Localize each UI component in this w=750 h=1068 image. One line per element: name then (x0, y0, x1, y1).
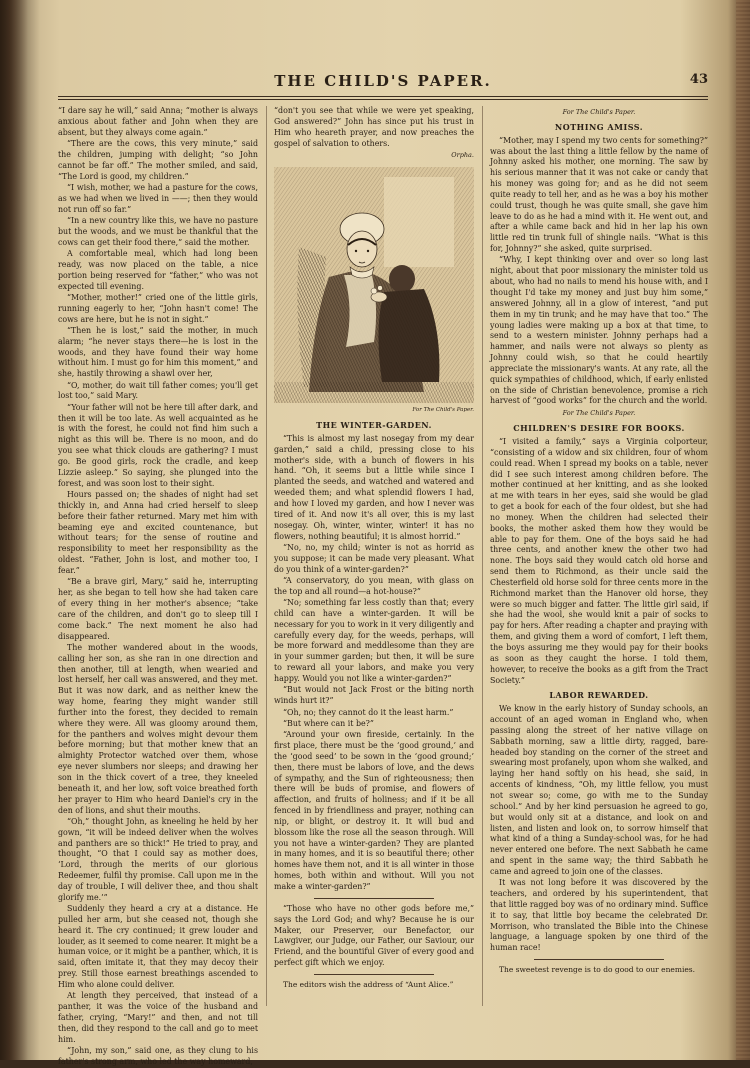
article-source: For The Child's Paper. (562, 108, 636, 116)
paragraph: “Be a brave girl, Mary,” said he, interrupting her, as she began to tell how she had taken care of every thing in her mother's absence; “take care of the children, and don't go to sleep till I come back.” The next moment he also had disappeared. (58, 577, 258, 641)
paragraph: “I dare say he will,” said Anna; “mother is always anxious about father and John when they are absent, but they always come again.” (58, 106, 258, 137)
illustration-credit: For The Child's Paper. (412, 407, 474, 414)
closing-maxim: The sweetest revenge is to do good to our enemies. (499, 965, 696, 975)
paragraph: Suddenly they heard a cry at a distance. He pulled her arm, but she ceased not, though she heard it. The cry continued; it grew louder and louder, as it seemed to come nearer. It might be a human voice, or it might be a panther, which, it is said, often imitate it, that they may decoy their prey. Still those earnest breathings ascended to Him who alone could deliver. (58, 904, 258, 989)
paragraph: “Oh,” thought John, as kneeling he held by her gown, “it will be indeed deliver when the wolves and panthers are so thick!” He tried to pray, and thought, “O that I could say as mother does, ‘Lord, through the merits of our glorious Redeemer, fulfil thy promise. Call upon me in the day of trouble, I will deliver thee, and thou shalt glorify me.’” (58, 816, 258, 902)
article-byline: Orpha. (451, 151, 474, 160)
header-rule (58, 99, 708, 100)
section-rule (314, 974, 434, 975)
paragraph: “Mother, may I spend my two cents for something?” was about the last thing a little fellow by the name of Johnny asked his mother, one morning. The saw by his serious manner that it was not cake or candy that his money was going for; and as he did not seem quite ready to tell her, and as he was a boy his mother could trust, though he was quite small, she gave him leave to do as he had a mind with it. He went out, and after a while came back and hid in her lap his own little red tin trunk full of shingle nails. “What is this for, Johnny?” she asked, quite surprised. (490, 135, 708, 254)
paragraph: “In a new country like this, we have no pasture but the woods, and we must be thankful that the cows can get their food there,” said the mother. (58, 215, 258, 247)
page-edges (736, 0, 750, 1060)
paragraph: “Your father will not be here till after dark, and then it will be too late. As well acquainted as he is with the forest, he could not find him such a night as this will be. There is no moon, and do you see what thick clouds are gathering? I must go. Be good girls, rock the cradle, and keep Lizzie asleep.” So saying, she plunged into the forest, and was soon lost to their sight. (58, 402, 258, 488)
book-spine-shadow (0, 0, 40, 1060)
paragraph: The mother wandered about in the woods, calling her son, as she ran in one direction and then another, till at length, when wearied and lost herself, her call was answered, and they met. But it was now dark, and as neither knew the way home, fearing they might wander still further into the forest, they decided to remain where they were. All was gloomy around them, for the panthers and wolves might devour them before morning; but that mother knew that an almighty Protector watched over them, whose eye never slumbers nor sleeps; and drawing her son in the thick covert of a tree, they kneeled beneath it, and her low, soft voice breathed forth her prayer to Him who heard Daniel's cry in the den of lions, and shut their mouths. (58, 642, 258, 815)
header-rule (58, 96, 708, 97)
paragraph: “don't you see that while we were yet speaking, God answered?” John has since put his trust in Him who heareth prayer, and now preaches the gospel of salvation to others. (274, 106, 474, 148)
paragraph: Hours passed on; the shades of night had set thickly in, and Anna had cried herself to sleep before their father returned. Mary met him with beaming eye and excited countenance, but without tears; for the sense of routine and responsibility to meet her responsibility as the oldest. “Father, John is lost, and mother too, I fear.” (58, 490, 258, 575)
paragraph: “No; something far less costly than that; every child can have a winter-garden. It will be necessary for you to work in it very diligently and carefully every day, for the weeds, perhaps, will be more forward and meddlesome than they are in your summer garden; but then, it will be sure to reward all your labors, and make you very happy. Would you not like a winter-garden?” (274, 598, 474, 683)
paragraph: “Around your own fireside, certainly. In the first place, there must be the ‘good ground,’ and the ‘good seed’ to be sown in the ‘good ground;’ then, there must be labors of love, and the dews of sympathy, and the Sun of righteousness; then there will be buds of promise, and flowers of affection, and fruits of holiness; and if it be all fenced in by friendliness and prayer, nothing can nip, or blight, or destroy it. It will bud and blossom like the rose all the season through. Will you not have a winter-garden? They are planted in many homes, and it is so beautiful there; other homes have them not, and it is all winter in those homes, both within and without. Will you not make a winter-garden?” (274, 730, 474, 891)
paragraph: “John, my son,” said one, as they clung to his father's strong arm, who led the way homeward, (58, 1046, 258, 1066)
paragraph: “No, no, my child; winter is not as horrid as you suppose; it can be made very pleasant. What do you think of a winter-garden?” (274, 542, 474, 574)
paragraph: “I wish, mother, we had a pasture for the cows, as we had when we lived in ——; then they would not run off so far.” (58, 182, 258, 214)
article-title: THE WINTER-GARDEN. (316, 420, 432, 431)
article-title: NOTHING AMISS. (554, 121, 644, 132)
paragraph: “A conservatory, do you mean, with glass on the top and all round—a hot-house?” (274, 575, 474, 596)
article-title: LABOR REWARDED. (549, 690, 649, 701)
section-rule (534, 959, 665, 960)
page-header (58, 68, 708, 98)
article-source: For The Child's Paper. (562, 409, 636, 418)
paragraph: “Those who have no other gods before me,” says the Lord God; and why? Because he is our Maker, our Preserver, our Benefactor, our Lawgiver, our Judge, our Father, our Saviour, our Friend, and the bountiful Giver of every good and perfect gift which we enjoy. (274, 903, 474, 968)
paragraph: At length they perceived, that instead of a panther, it was the voice of the husband and father, crying, “Mary!” and then, and not till then, did they respond to the call and go to meet him. (58, 991, 258, 1044)
left-column (58, 106, 258, 1066)
paragraph: “But where can it be?” (283, 718, 374, 728)
editorial-note: The editors wish the address of “Aunt Alice.” (283, 979, 454, 989)
right-column (490, 106, 708, 1011)
page-number: 43 (689, 72, 708, 87)
paragraph: “But would not Jack Frost or the biting north winds hurt it?” (274, 685, 474, 706)
newspaper-page (58, 60, 708, 1066)
masthead-title: THE CHILD'S PAPER. (274, 72, 492, 90)
column-divider (266, 106, 267, 1006)
paragraph: “Why, I kept thinking over and over so long last night, about that poor missionary the minister told us about, who had no nails to mend his house with, and I thought I'd take my money and just buy him some,” answered Johnny, all in a glow of interest, “and put them in my tin trunk; and he may have that too.” The young ladies were making up a box at that time, to send to a western minister. Johnny perhaps had a hammer, and nails were not always so plenty as Johnny could wish, so that he could heartily appreciate the missionary's wants. At any rate, all the quick sympathies of childhood, which, if early enlisted on the side of Christian benevolence, promise a rich harvest of “good works” for the church and the world. (490, 255, 708, 406)
column-divider (482, 106, 483, 1006)
paragraph: “I visited a family,” says a Virginia colporteur, “consisting of a widow and six children, four of whom could read. When I spread my books on a table, never did I see such interest among children before. The mother continued at her knitting, and as she looked at me with tears in her eyes, said she would be glad to get a book for each of the four oldest, but she had no money. When the children had selected their books, the mother asked them how they would be able to pay for them. One of the boys said he had three cents, and another knew the other two had none. The boys said they would catch old horse and send them to Richmond, as their uncle said the Chesterfield old horse sold for three cents more in the Richmond market than the Hanover old horse, they were so much bigger and fatter. The little girl said, if she had the wool, she would knit a pair of socks to pay for hers. After reading a chapter and praying with them, and giving them a word of comfort, I left them, the boys assuring me they would pay for their books as soon as they caught the horse. I told them, however, to receive the books as a gift from the Tract Society.” (490, 436, 708, 685)
paragraph: We know in the early history of Sunday schools, an account of an aged woman in England who, when passing along the street of her native village on Sabbath morning, saw a little dirty, ragged, bare-headed boy standing on the corner of the street and swearing most profanely, upon whom she walked, and laying her hand softly on his head, she said, in accents of kindness, “Oh, my little fellow, you must not swear so; come, go with me to the Sunday school.” And by her kind persuasion he agreed to go, but would only sit at a distance, and look on and listen, and listen and look on, to sorrow himself that what kind of a thing a Sunday-school was, for he had never entered one before. The next Sabbath he came and spent in the same way; the third Sabbath he came and agreed to join one of the classes. (490, 704, 708, 876)
paragraph: “There are the cows, this very minute,” said the children, jumping with delight; “so John cannot be far off.” The mother smiled, and said, “The Lord is good, my children.” (58, 139, 258, 181)
paragraph: “O, mother, do wait till father comes; you'll get lost too,” said Mary. (58, 380, 258, 401)
paragraph: A comfortable meal, which had long been ready, was now placed on the table, a nice portion being reserved for “father,” who was not expected till evening. (58, 248, 258, 291)
mother-and-child-engraving (274, 167, 474, 403)
paragraph: “Mother, mother!” cried one of the little girls, running eagerly to her, “John hasn't come! The cows are here, but he is not in sight.” (58, 292, 258, 324)
paragraph: “This is almost my last nosegay from my dear garden,” said a child, pressing close to his mother's side, with a bunch of flowers in his hand. “Oh, it seems but a little while since I planted the seeds, and watched and watered and weeded them; and what splendid flowers I had, and how I loved my garden, and how I never was tired of it. And now it's all over, this is my last nosegay. Oh, winter, winter, winter! it has no flowers, nothing beautiful; it is almost horrid.” (274, 433, 474, 541)
paragraph: “Then he is lost,” said the mother, in much alarm; “he never stays there—he is lost in the woods, and they have found their way home without him. I must go for him this moment,” and she, hastily throwing a shawl over her, (58, 325, 258, 379)
paragraph: “Oh, no; they cannot do it the least harm.” (283, 707, 454, 717)
middle-column (274, 106, 474, 1011)
engraving-illustration (274, 167, 474, 403)
article-title: CHILDREN'S DESIRE FOR BOOKS. (513, 423, 685, 434)
paragraph: It was not long before it was discovered by the teachers, and ordered by his superintendent, that that little ragged boy was of no ordinary mind. Suffice it to say, that little boy became the celebrated Dr. Morrison, who translated the Bible into the Chinese language, a language spoken by one third of the human race! (490, 878, 708, 953)
section-rule (314, 898, 434, 899)
